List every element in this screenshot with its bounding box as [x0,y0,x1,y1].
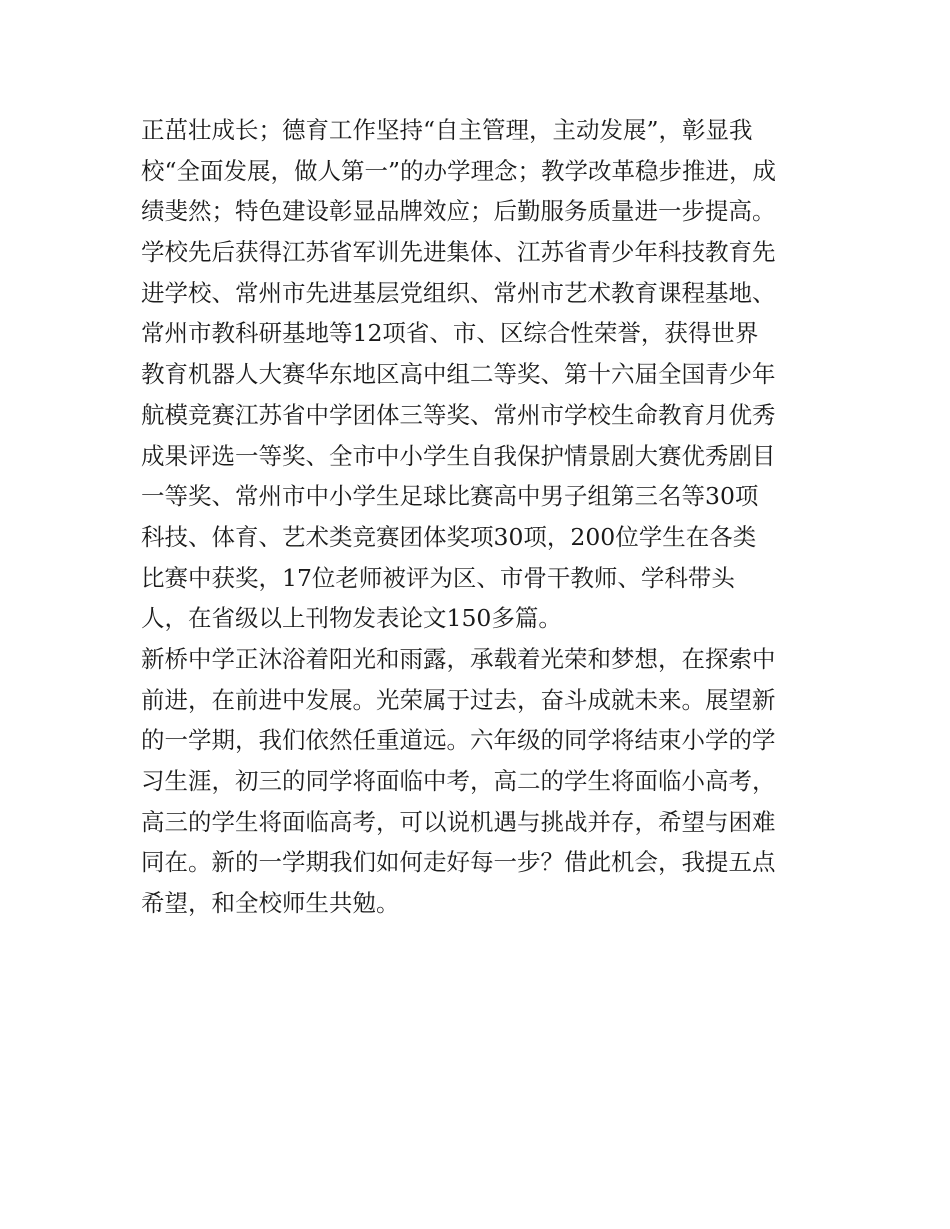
text-line: 教育机器人大赛华东地区高中组二等奖、第十六届全国青少年 [141,360,776,389]
text-line: 航模竞赛江苏省中学团体三等奖、常州市学校生命教育月优秀 [141,400,776,429]
text-line: 绩斐然；特色建设彰显品牌效应；后勤服务质量进一步提高。 [141,197,776,226]
text-line: 常州市教科研基地等12项省、市、区综合性荣誉，获得世界 [141,319,759,348]
text-line: 校“全面发展，做人第一”的办学理念；教学改革稳步推进，成 [141,156,777,185]
text-line: 比赛中获奖，17位老师被评为区、市骨干教师、学科带头 [141,563,735,592]
text-line: 高三的学生将面临高考，可以说机遇与挑战并存，希望与困难 [141,807,776,836]
text-line: 前进，在前进中发展。光荣属于过去，奋斗成就未来。展望新 [141,685,776,714]
text-line: 新桥中学正沐浴着阳光和雨露，承载着光荣和梦想，在探索中 [141,644,776,673]
paragraph-new-semester-outlook [141,639,821,924]
text-line: 正茁壮成长；德育工作坚持“自主管理，主动发展”，彰显我 [141,116,753,144]
text-line: 一等奖、常州市中小学生足球比赛高中男子组第三名等30项 [141,482,759,511]
text-line: 成果评选一等奖、全市中小学生自我保护情景剧大赛优秀剧目 [141,441,776,470]
document-body [141,110,821,924]
text-line: 希望，和全校师生共勉。 [141,889,400,918]
text-line: 习生涯，初三的同学将面临中考，高二的学生将面临小高考， [141,767,776,795]
text-line: 同在。新的一学期我们如何走好每一步？借此机会，我提五点 [141,848,776,877]
text-line: 的一学期，我们依然任重道远。六年级的同学将结束小学的学 [141,726,776,755]
text-line: 人，在省级以上刊物发表论文150多篇。 [141,604,562,633]
text-line: 科技、体育、艺术类竞赛团体奖项30项，200位学生在各类 [141,522,757,551]
text-line: 学校先后获得江苏省军训先进集体、江苏省青少年科技教育先 [141,238,776,267]
paragraph-honors-awards [141,232,821,639]
text-line: 进学校、常州市先进基层党组织、常州市艺术教育课程基地、 [141,278,776,307]
paragraph-achievements-summary [141,110,821,232]
